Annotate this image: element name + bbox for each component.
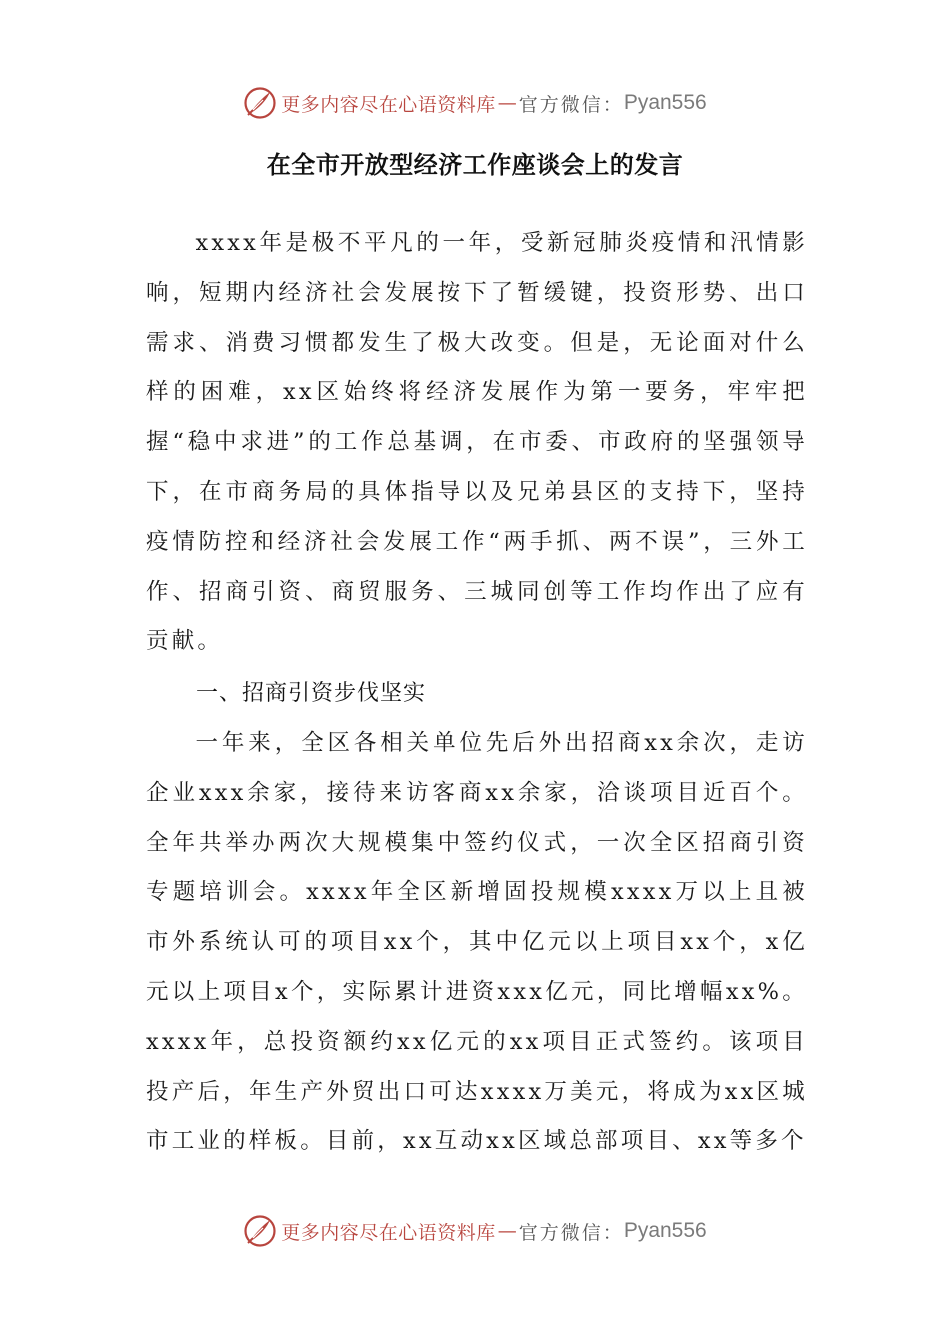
watermark-brand-text: 更多内容尽在心语资料库 — [281, 93, 496, 116]
document-title: 在全市开放型经济工作座谈会上的发言 — [266, 151, 684, 179]
investment-paragraph: 一年来，全区各相关单位先后外出招商xx余次，走访企业xxx余家，接待来访客商xx余家，洽谈项目近百个。全年共举办两次大规模集中签约仪式，一次全区招商引资专题培训会。xxxx年全区新增固投规模xxxx万以上且被市外系统认可的项目xx个，其中亿元以上项目xx个，x亿元以上项目x个，实际累计进资xxx亿元，同比增幅xx%。xxxx年，总投资额约xx亿元的xx项目正式签约。该项目投产后，年生产外贸出口可达xxxx万美元，将成为xx区城市工业的样板。目前，xx互动xx区域总部项目、xx等多个 — [146, 730, 808, 1155]
quill-pen-logo-icon — [243, 1214, 277, 1248]
section-heading-investment: 一、招商引资步伐坚实 — [196, 681, 427, 706]
investment-section — [146, 719, 808, 1167]
intro-section — [146, 219, 808, 667]
watermark-official-label: 官方微信： — [518, 93, 624, 116]
watermark-dash: — — [497, 1220, 517, 1242]
watermark-official-label: 官方微信： — [518, 1221, 624, 1244]
footer-watermark-banner — [0, 1211, 950, 1251]
quill-pen-logo-icon — [243, 86, 277, 120]
watermark-wechat-handle: Pyan556 — [623, 1219, 707, 1242]
intro-paragraph: xxxx年是极不平凡的一年，受新冠肺炎疫情和汛情影响，短期内经济社会发展按下了暂缓键，投资形势、出口需求、消费习惯都发生了极大改变。但是，无论面对什么样的困难，xx区始终将经济发展作为第一要务，牢牢把握“稳中求进”的工作总基调，在市委、市政府的坚强领导下，在市商务局的具体指导以及兄弟县区的支持下，坚持疫情防控和经济社会发展工作“两手抓、两不误”，三外工作、招商引资、商贸服务、三城同创等工作均作出了应有贡献。 — [146, 230, 808, 655]
header-watermark-banner — [0, 83, 950, 123]
watermark-brand-text: 更多内容尽在心语资料库 — [281, 1221, 496, 1244]
watermark-dash: — — [497, 92, 517, 114]
watermark-wechat-handle: Pyan556 — [623, 91, 707, 114]
